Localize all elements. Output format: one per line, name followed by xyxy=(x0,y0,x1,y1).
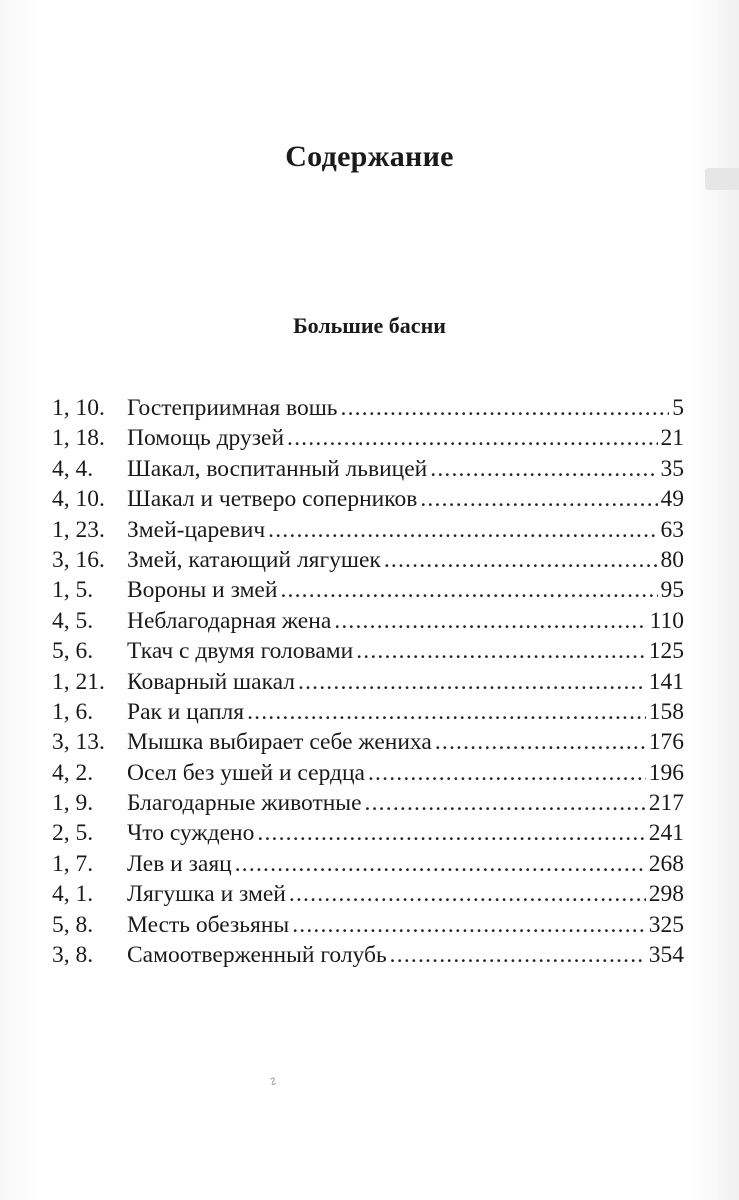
toc-entry-number: 1, 18. xyxy=(52,425,105,452)
toc-entry-number: 1, 10. xyxy=(52,395,105,421)
toc-entry xyxy=(52,454,684,484)
toc-entry-title: Вороны и змей xyxy=(127,577,278,604)
toc-dot-leader xyxy=(298,667,646,697)
toc-entry-page: 217 xyxy=(648,790,684,817)
toc-dot-leader xyxy=(280,575,657,605)
toc-entry-page: 95 xyxy=(660,577,684,604)
toc-entry-title: Коварный шакал xyxy=(127,668,295,695)
toc-entry xyxy=(52,849,684,879)
toc-entry xyxy=(52,727,684,757)
toc-entry-number: 4, 10. xyxy=(52,486,105,513)
toc-entry-title: Змей, катающий лягушек xyxy=(127,546,381,573)
toc-entry-title: Помощь друзей xyxy=(127,425,285,452)
toc-entry-number: 4, 4. xyxy=(52,455,94,482)
toc-dot-leader xyxy=(268,515,657,545)
toc-entry-page: 21 xyxy=(660,425,684,452)
page-title: Содержание xyxy=(285,140,454,173)
toc-entry-number: 1, 23. xyxy=(52,516,105,543)
toc-entry-page: 158 xyxy=(648,698,684,725)
toc-entry-title: Неблагодарная жена xyxy=(127,607,332,634)
toc-entry-page: 141 xyxy=(648,668,684,695)
toc-entry-number: 1, 21. xyxy=(52,668,105,695)
toc-entry-title: Рак и цапля xyxy=(127,698,245,725)
toc-entry-number: 4, 1. xyxy=(52,881,94,908)
toc-entry-page: 5 xyxy=(672,395,684,421)
toc-dot-leader xyxy=(420,484,657,514)
toc-entry-title: Благодарные животные xyxy=(127,790,362,817)
toc-entry-number: 4, 5. xyxy=(52,607,94,634)
toc-entry-number: 3, 13. xyxy=(52,729,105,756)
toc-dot-leader xyxy=(257,818,645,848)
toc-entry xyxy=(52,575,684,605)
toc-entry-title: Месть обезьяны xyxy=(127,911,290,938)
toc-dot-leader xyxy=(365,788,646,818)
toc-entry-page: 110 xyxy=(649,607,684,634)
toc-dot-leader xyxy=(368,758,646,788)
toc-dot-leader xyxy=(287,423,657,453)
toc-entry xyxy=(52,818,684,848)
toc-entry xyxy=(52,788,684,818)
toc-entry-title: Змей-царевич xyxy=(127,516,266,543)
toc-entry-title: Ткач с двумя головами xyxy=(127,638,354,665)
toc-dot-leader xyxy=(247,697,646,727)
toc-entry xyxy=(52,423,684,453)
toc-entry xyxy=(52,393,684,423)
toc-entry-number: 3, 16. xyxy=(52,546,105,573)
toc-entry-page: 241 xyxy=(648,820,684,847)
toc-entry xyxy=(52,545,684,575)
section-title: Большие басни xyxy=(293,313,446,338)
toc-entry-title: Лев и заяц xyxy=(127,850,232,877)
toc-entry-number: 5, 6. xyxy=(52,638,94,665)
toc-entry xyxy=(52,667,684,697)
toc-entry xyxy=(52,940,684,970)
toc-entry-title: Осел без ушей и сердца xyxy=(127,759,365,786)
table-of-contents xyxy=(52,393,684,970)
print-speck: ∿ xyxy=(264,1072,282,1090)
toc-entry xyxy=(52,879,684,909)
toc-dot-leader xyxy=(435,727,646,757)
toc-entry-page: 176 xyxy=(648,729,684,756)
toc-entry-title: Лягушка и змей xyxy=(127,881,286,908)
toc-dot-leader xyxy=(289,879,646,909)
toc-entry xyxy=(52,636,684,666)
toc-dot-leader xyxy=(334,606,646,636)
toc-dot-leader xyxy=(292,910,646,940)
toc-entry-number: 1, 9. xyxy=(52,790,94,817)
toc-entry-number: 1, 5. xyxy=(52,577,94,604)
toc-entry-number: 2, 5. xyxy=(52,820,94,847)
toc-entry-title: Что суждено xyxy=(127,820,255,847)
toc-entry-page: 196 xyxy=(648,759,684,786)
toc-entry-title: Гостеприимная вошь xyxy=(127,395,338,421)
toc-entry-number: 3, 8. xyxy=(52,942,94,969)
toc-entry-page: 35 xyxy=(660,455,684,482)
toc-entry xyxy=(52,697,684,727)
toc-entry-page: 63 xyxy=(660,516,684,543)
toc-dot-leader xyxy=(235,849,646,879)
toc-entry-page: 80 xyxy=(660,546,684,573)
toc-entry xyxy=(52,910,684,940)
toc-entry-page: 49 xyxy=(660,486,684,513)
toc-dot-leader xyxy=(384,545,658,575)
toc-entry-number: 5, 8. xyxy=(52,911,94,938)
toc-entry-page: 125 xyxy=(648,638,684,665)
toc-entry-page: 298 xyxy=(648,881,684,908)
toc-entry xyxy=(52,606,684,636)
toc-dot-leader xyxy=(341,393,670,423)
toc-entry xyxy=(52,484,684,514)
toc-entry xyxy=(52,515,684,545)
toc-entry-title: Самоотверженный голубь xyxy=(127,942,387,969)
toc-entry-page: 325 xyxy=(648,911,684,938)
toc-entry-title: Шакал и четверо соперников xyxy=(127,486,418,513)
toc-dot-leader xyxy=(390,940,646,970)
toc-entry-number: 1, 6. xyxy=(52,698,94,725)
toc-entry-page: 354 xyxy=(648,942,684,969)
toc-entry-title: Мышка выбирает себе жениха xyxy=(127,729,432,756)
toc-dot-leader xyxy=(430,454,657,484)
toc-entry-number: 1, 7. xyxy=(52,850,94,877)
toc-dot-leader xyxy=(356,636,646,666)
toc-entry-title: Шакал, воспитанный львицей xyxy=(127,455,428,482)
toc-entry-page: 268 xyxy=(648,850,684,877)
toc-entry-number: 4, 2. xyxy=(52,759,94,786)
toc-entry xyxy=(52,758,684,788)
